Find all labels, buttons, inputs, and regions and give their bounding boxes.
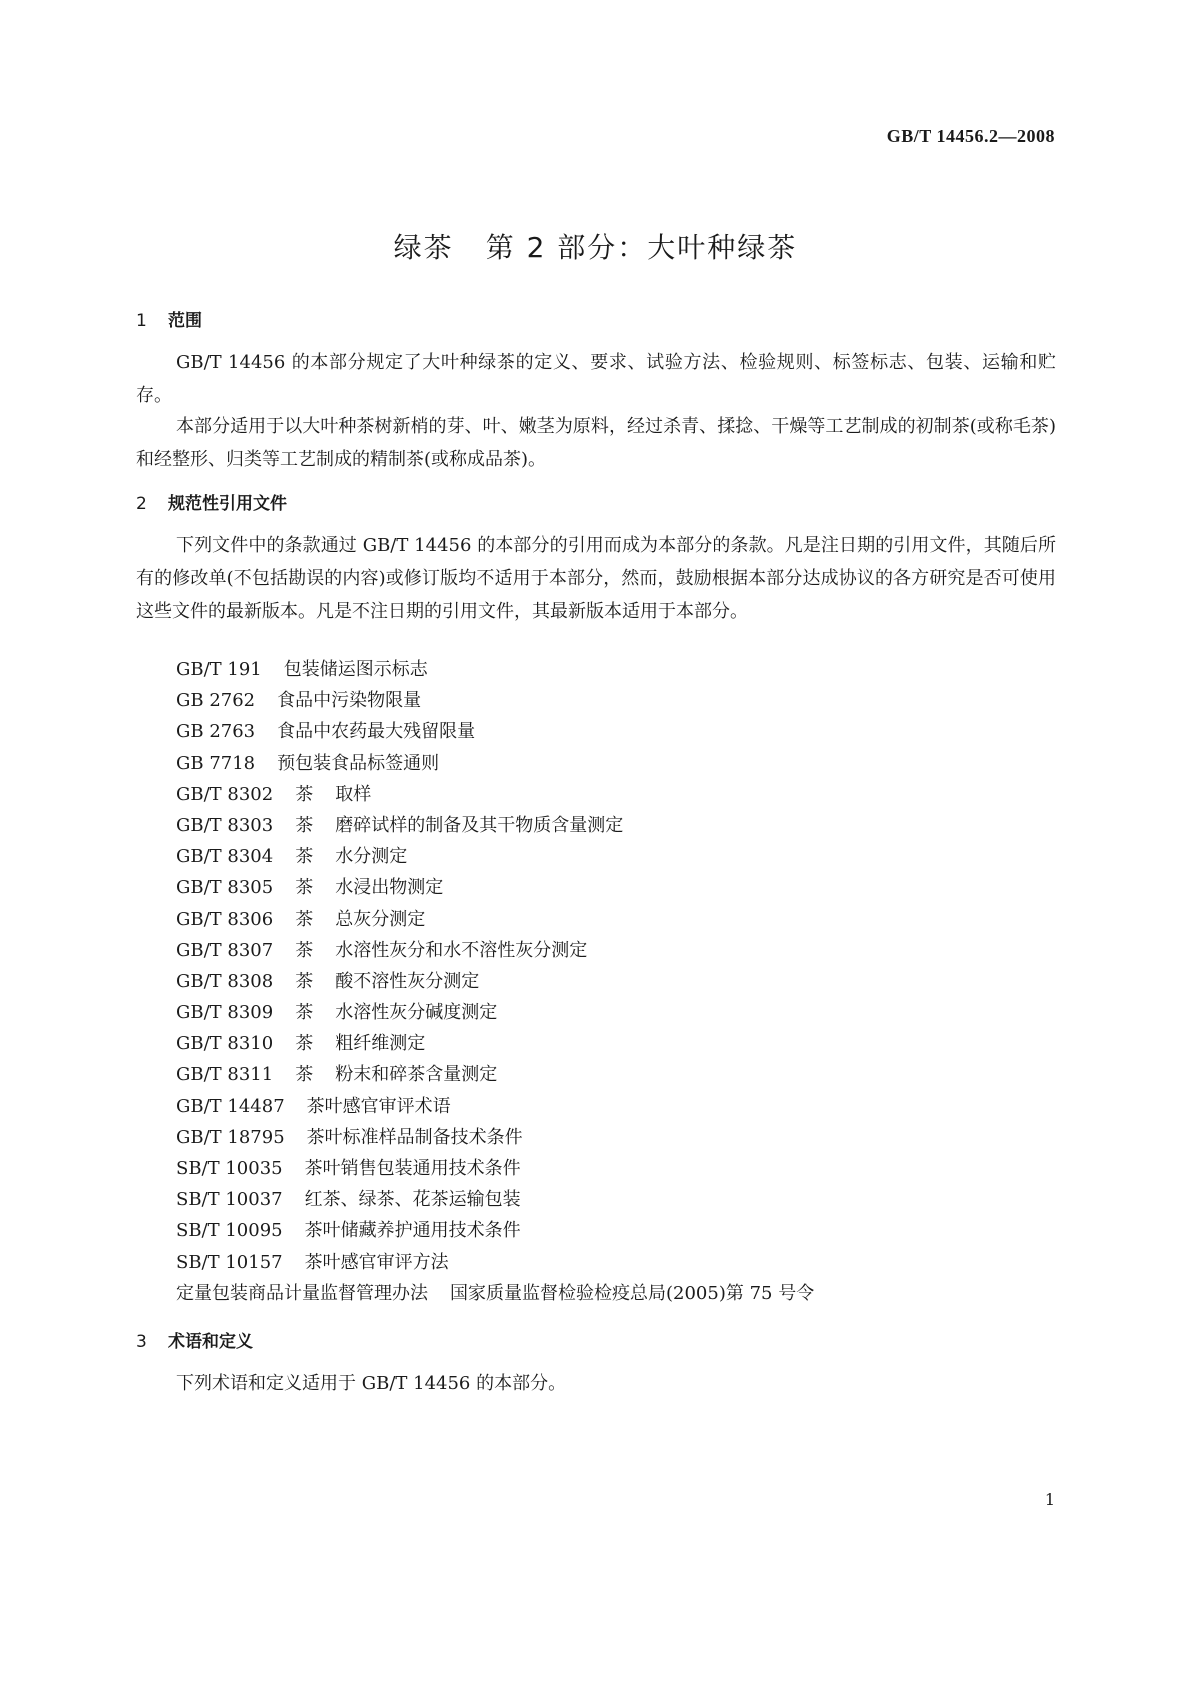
reference-category: 茶 <box>295 846 314 868</box>
reference-code: SB/T 10157 <box>176 1251 283 1273</box>
reference-item <box>176 1278 814 1309</box>
reference-code: GB/T 8309 <box>176 1002 274 1024</box>
reference-title: 国家质量监督检验检疫总局(2005)第 75 号令 <box>450 1282 815 1304</box>
reference-title: 包装储运图示标志 <box>283 659 428 680</box>
reference-item <box>176 1028 814 1059</box>
title-part-1: 绿茶 <box>393 231 454 264</box>
page-number: 1 <box>1044 1490 1055 1509</box>
reference-item <box>176 748 814 779</box>
section-3-paragraph-1: 下列术语和定义适用于 GB/T 14456 的本部分。 <box>176 1373 567 1394</box>
reference-item <box>176 1122 814 1153</box>
section-1-paragraph-2: 本部分适用于以大叶种茶树新梢的芽、叶、嫩茎为原料，经过杀青、揉捻、干燥等工艺制成的初制茶(或称毛茶)和经整形、归类等工艺制成的精制茶(或称成品茶)。 <box>136 416 1056 470</box>
section-number: 3 <box>136 1332 147 1352</box>
section-3-heading <box>136 1327 253 1352</box>
reference-code: 定量包装商品计量监督管理办法 <box>176 1282 428 1304</box>
reference-item <box>176 779 814 810</box>
reference-title: 水溶性灰分碱度测定 <box>335 1002 498 1024</box>
reference-code: GB/T 8304 <box>176 846 274 868</box>
reference-title: 取样 <box>335 783 372 805</box>
standard-code: GB/T 14456.2—2008 <box>886 126 1055 146</box>
reference-code: GB/T 8305 <box>176 877 274 899</box>
reference-title: 水分测定 <box>335 846 408 868</box>
section-number: 2 <box>136 494 147 514</box>
reference-item <box>176 997 814 1028</box>
reference-title: 水溶性灰分和水不溶性灰分测定 <box>335 939 588 961</box>
reference-item <box>176 1153 814 1184</box>
reference-category: 茶 <box>295 783 314 805</box>
reference-code: GB/T 191 <box>176 659 262 680</box>
reference-item <box>176 685 814 716</box>
reference-title: 粉末和碎茶含量测定 <box>335 1064 498 1086</box>
reference-title: 茶叶感官审评术语 <box>306 1095 451 1117</box>
reference-category: 茶 <box>295 814 314 836</box>
reference-code: SB/T 10037 <box>176 1189 283 1211</box>
reference-code: GB/T 8308 <box>176 970 274 992</box>
title-part-2: 第 2 部分：大叶种绿茶 <box>485 231 798 264</box>
reference-code: GB/T 18795 <box>176 1126 285 1148</box>
section-number: 1 <box>136 311 147 331</box>
reference-item <box>176 1184 814 1215</box>
reference-item <box>176 904 814 935</box>
reference-title: 食品中污染物限量 <box>277 690 422 712</box>
reference-code: GB/T 8306 <box>176 908 274 930</box>
reference-title: 茶叶感官审评方法 <box>304 1251 449 1273</box>
reference-item <box>176 654 814 685</box>
reference-code: GB/T 8310 <box>176 1033 274 1055</box>
reference-code: GB 2763 <box>176 721 256 743</box>
reference-category: 茶 <box>295 1064 314 1086</box>
reference-code: GB 2762 <box>176 690 256 712</box>
reference-title: 总灰分测定 <box>335 908 426 930</box>
reference-category: 茶 <box>295 1002 314 1024</box>
section-1-heading <box>136 306 202 331</box>
section-title: 规范性引用文件 <box>168 494 287 514</box>
reference-item <box>176 716 814 747</box>
reference-code: GB 7718 <box>176 752 256 774</box>
reference-code: GB/T 14487 <box>176 1095 285 1117</box>
section-title: 术语和定义 <box>168 1332 253 1352</box>
reference-title: 食品中农药最大残留限量 <box>277 721 476 743</box>
reference-title: 水浸出物测定 <box>335 877 444 899</box>
reference-item <box>176 872 814 903</box>
section-title: 范围 <box>168 311 202 331</box>
reference-title: 酸不溶性灰分测定 <box>335 970 480 992</box>
reference-title: 粗纤维测定 <box>335 1033 426 1055</box>
reference-item <box>176 935 814 966</box>
reference-code: SB/T 10035 <box>176 1158 283 1179</box>
reference-category: 茶 <box>295 908 314 930</box>
reference-item <box>176 841 814 872</box>
reference-title: 茶叶储藏养护通用技术条件 <box>304 1220 521 1242</box>
reference-code: GB/T 8302 <box>176 783 274 805</box>
section-1-paragraph-1: GB/T 14456 的本部分规定了大叶种绿茶的定义、要求、试验方法、检验规则、标签标志、包装、运输和贮存。 <box>136 352 1056 406</box>
normative-references-list <box>176 654 814 1309</box>
reference-title: 红茶、绿茶、花茶运输包装 <box>304 1189 521 1211</box>
reference-code: SB/T 10095 <box>176 1220 283 1242</box>
reference-category: 茶 <box>295 970 314 992</box>
reference-title: 预包装食品标签通则 <box>277 752 440 774</box>
reference-title: 茶叶标准样品制备技术条件 <box>306 1126 523 1148</box>
reference-title: 茶叶销售包装通用技术条件 <box>304 1158 521 1179</box>
reference-item <box>176 1215 814 1246</box>
document-title <box>0 226 1191 266</box>
section-2-heading <box>136 489 287 514</box>
reference-item <box>176 1059 814 1090</box>
reference-code: GB/T 8311 <box>176 1064 274 1086</box>
section-2-paragraph-1: 下列文件中的条款通过 GB/T 14456 的本部分的引用而成为本部分的条款。凡是注日期的引用文件，其随后所有的修改单(不包括勘误的内容)或修订版均不适用于本部分，然而，鼓励根据本部分达成协议的各方研究是否可使用这些文件的最新版本。凡是不注日期的引用文件，其最新版本适用于本部分。 <box>136 535 1056 622</box>
reference-category: 茶 <box>295 939 314 961</box>
reference-category: 茶 <box>295 1033 314 1055</box>
reference-item <box>176 1247 814 1278</box>
reference-title: 磨碎试样的制备及其干物质含量测定 <box>335 814 624 836</box>
reference-code: GB/T 8307 <box>176 939 274 961</box>
reference-code: GB/T 8303 <box>176 814 274 836</box>
reference-item <box>176 966 814 997</box>
reference-item <box>176 810 814 841</box>
reference-category: 茶 <box>295 877 314 899</box>
reference-item <box>176 1091 814 1122</box>
